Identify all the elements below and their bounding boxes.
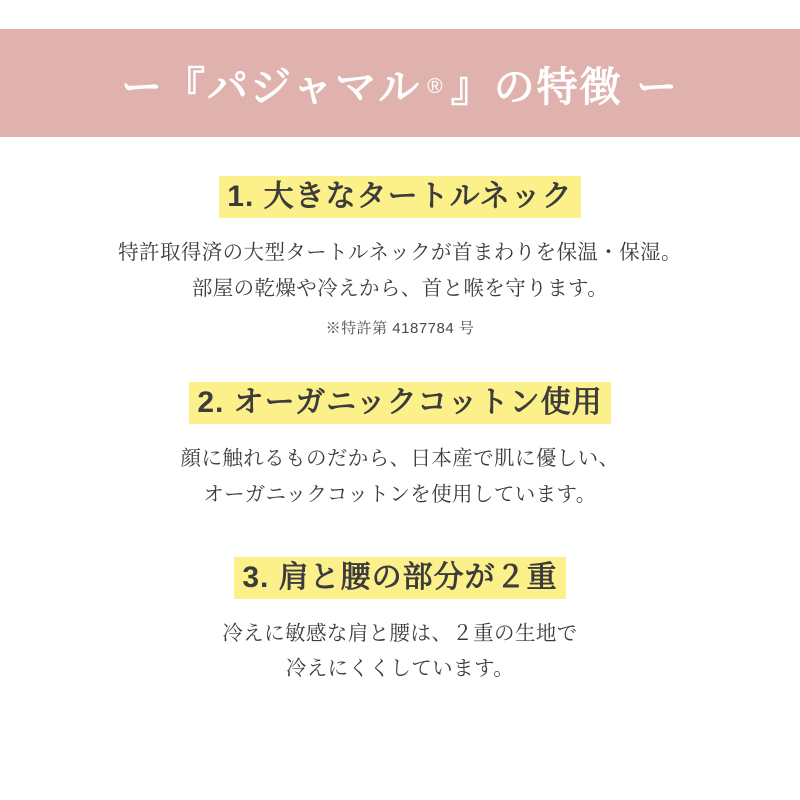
feature-body-line: オーガニックコットンを使用しています。 bbox=[203, 482, 597, 506]
feature-item-3 bbox=[0, 557, 800, 687]
feature-body-line: 冷えに敏感な肩と腰は、２重の生地で bbox=[222, 622, 578, 646]
feature-body-2 bbox=[0, 441, 800, 512]
feature-item-2 bbox=[0, 382, 800, 512]
feature-body-3 bbox=[0, 616, 800, 687]
feature-body-line: 顔に触れるものだから、日本産で肌に優しい、 bbox=[180, 447, 620, 471]
feature-body-line: 特許取得済の大型タートルネックが首まわりを保温・保湿。 bbox=[118, 241, 682, 265]
feature-body-1 bbox=[0, 235, 800, 306]
feature-body-line: 冷えにくくしています。 bbox=[285, 657, 515, 681]
feature-heading-2: 2. オーガニックコットン使用 bbox=[189, 382, 610, 424]
feature-body-line: 部屋の乾燥や冷えから、首と喉を守ります。 bbox=[191, 276, 609, 300]
page-title-suffix: 』の特徴 ー bbox=[450, 63, 680, 110]
feature-heading-3: 3. 肩と腰の部分が２重 bbox=[234, 557, 565, 599]
feature-note-1: ※特許第 4187784 号 bbox=[325, 319, 475, 337]
page-title-prefix: ー『パジャマル bbox=[120, 63, 422, 110]
feature-heading-1: 1. 大きなタートルネック bbox=[219, 176, 580, 218]
feature-item-1 bbox=[0, 176, 800, 338]
registered-trademark-icon: ® bbox=[427, 75, 445, 98]
page-title bbox=[121, 54, 679, 113]
header-band bbox=[0, 29, 800, 137]
features-list bbox=[0, 137, 800, 687]
